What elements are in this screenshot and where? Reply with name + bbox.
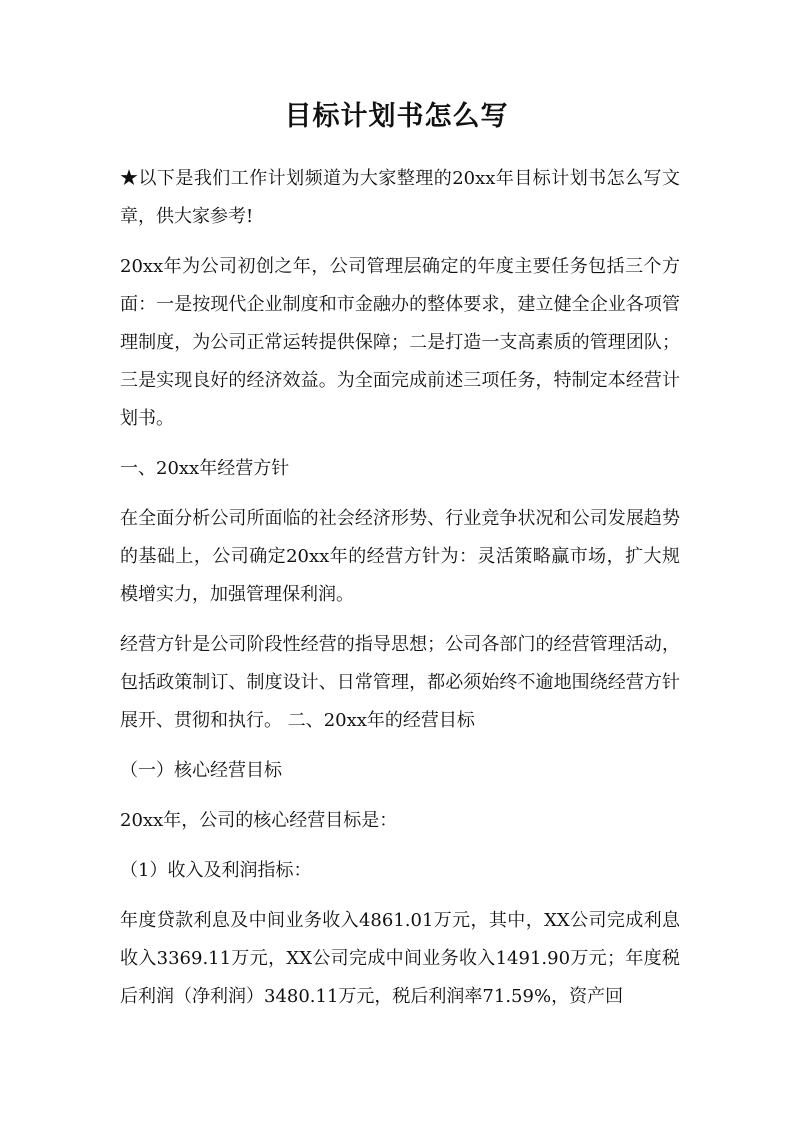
core-goals-intro: 20xx年，公司的核心经营目标是： [120, 810, 398, 831]
income-profit-paragraph: 年度贷款利息及中间业务收入4861.01万元，其中，XX公司完成利息收入3369.11万元，XX公司完成中间业务收入1491.90万元；年度税后利润（净利润）3480.11万元，税后利润率71.59%，资产回 [120, 910, 680, 1007]
policy-guidance-paragraph: 经营方针是公司阶段性经营的指导思想；公司各部门的经营管理活动，包括政策制订、制度设计、日常管理，都必须始终不逾地围绕经营方针展开、贯彻和执行。 二、20xx年的经营目标 [120, 634, 680, 731]
document-body [120, 160, 680, 1028]
intro-paragraph: ★以下是我们工作计划频道为大家整理的20xx年目标计划书怎么写文章，供大家参考! [120, 168, 680, 227]
section-heading-policy: 一、20xx年经营方针 [120, 458, 290, 479]
item-heading-income-profit: （1）收入及利润指标： [120, 860, 312, 881]
policy-paragraph: 在全面分析公司所面临的社会经济形势、行业竞争状况和公司发展趋势的基础上，公司确定20xx年的经营方针为：灵活策略赢市场，扩大规模增实力，加强管理保利润。 [120, 508, 680, 605]
subsection-heading-core-goals: （一）核心经营目标 [120, 760, 282, 781]
document-title: 目标计划书怎么写 [284, 101, 509, 132]
overview-paragraph: 20xx年为公司初创之年，公司管理层确定的年度主要任务包括三个方面：一是按现代企业制度和市金融办的整体要求，建立健全企业各项管理制度，为公司正常运转提供保障；二是打造一支高素质的管理团队；三是实现良好的经济效益。为全面完成前述三项任务，特制定本经营计划书。 [120, 256, 680, 429]
